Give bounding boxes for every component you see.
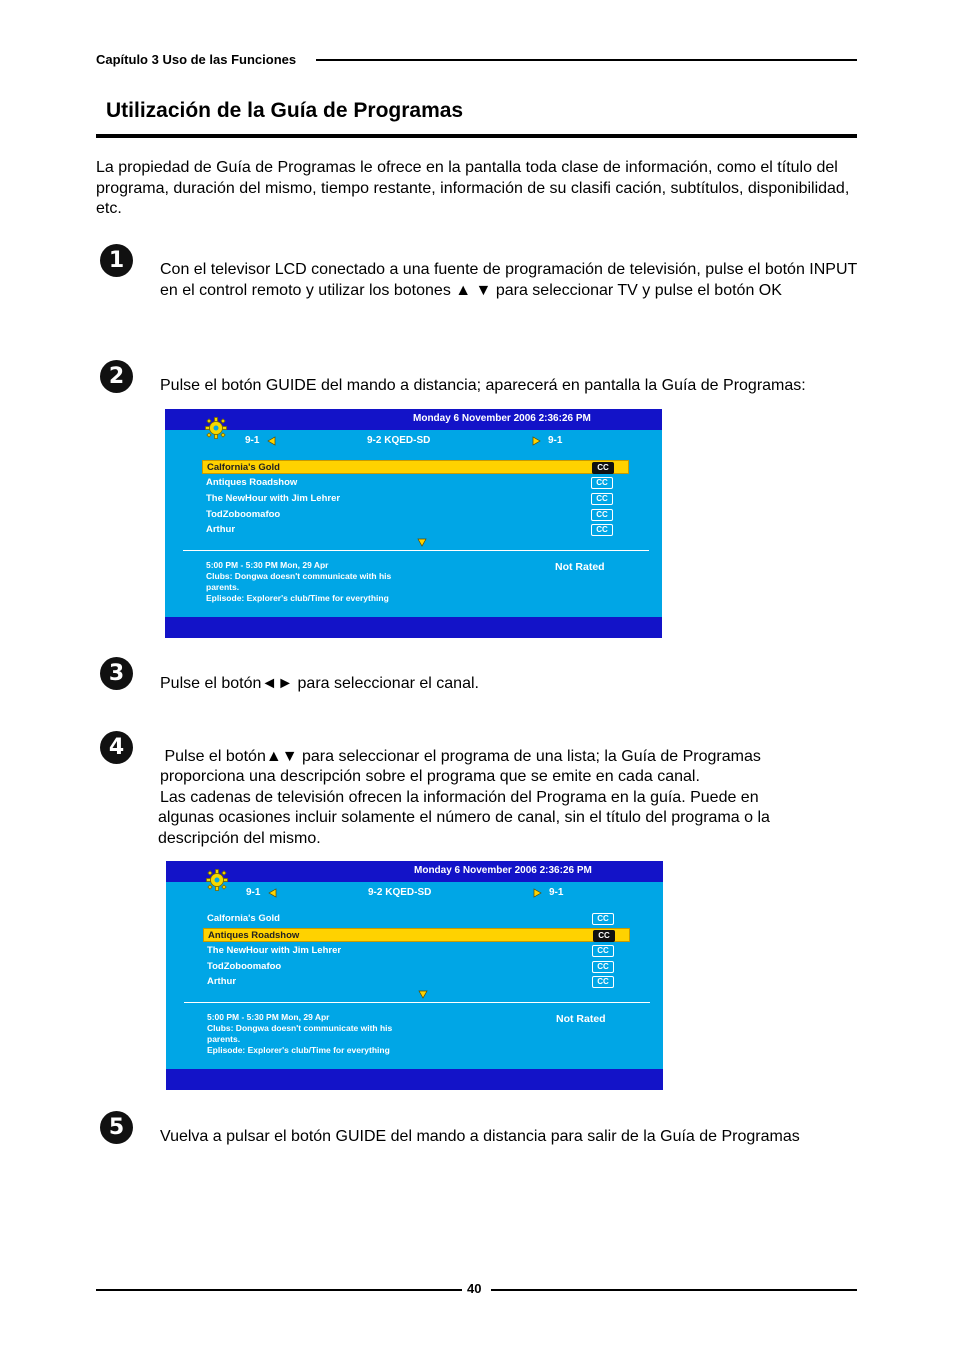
gear-icon — [205, 417, 227, 439]
program-row[interactable] — [202, 476, 629, 490]
cc-badge: CC — [591, 493, 613, 505]
desc-line: Clubs: Dongwa doesn't communicate with his — [207, 1023, 393, 1033]
desc-line: parents. — [206, 582, 240, 592]
program-name: TodZoboomafoo — [207, 961, 282, 972]
step-4-line-2: proporciona una descripción sobre el programa que se emite en cada canal. — [160, 768, 700, 785]
current-channel: 9-2 KQED-SD — [368, 887, 432, 898]
program-row[interactable] — [203, 975, 630, 989]
footer-rule-right — [491, 1289, 857, 1291]
desc-line: Eplisode: Explorer's club/Time for everything — [207, 1045, 390, 1055]
guide-bottom-bar — [165, 617, 662, 638]
arrow-left-icon — [267, 436, 276, 446]
step-4-line-4: algunas ocasiones incluir solamente el número de canal, sin el título del programa o la — [158, 809, 770, 826]
program-name: Arthur — [207, 976, 237, 987]
program-name: Calfornia's Gold — [207, 913, 280, 924]
program-name: The NewHour with Jim Lehrer — [207, 945, 342, 956]
program-row[interactable] — [202, 492, 629, 506]
step-5-number: 5 — [100, 1111, 133, 1144]
step-4-line-3: Las cadenas de televisión ofrecen la información del Programa en la guía. Puede en — [160, 789, 759, 806]
program-guide-screen-2 — [166, 861, 663, 1090]
program-name: The NewHour with Jim Lehrer — [206, 493, 341, 504]
footer-rule-left — [96, 1289, 462, 1291]
next-channel: 9-1 — [549, 887, 564, 898]
gear-icon — [206, 869, 228, 891]
arrow-left-icon — [268, 888, 277, 898]
step-3-number: 3 — [100, 657, 133, 690]
program-guide-screen-1 — [165, 409, 662, 638]
desc-time: 5:00 PM - 5:30 PM Mon, 29 Apr — [206, 560, 329, 570]
desc-line: Clubs: Dongwa doesn't communicate with his — [206, 571, 392, 581]
arrow-right-icon — [532, 436, 541, 446]
step-5-text: Vuelva a pulsar el botón GUIDE del mando a distancia para salir de la Guía de Programas — [160, 1128, 800, 1145]
step-3-text: Pulse el botón◄► para seleccionar el canal. — [160, 675, 479, 692]
intro-paragraph: La propiedad de Guía de Programas le ofrece en la pantalla toda clase de información, como el título del programa, duración del mismo, tiempo restante, información de su clasifi cación, subtítulos, disponibilidad, etc. — [96, 159, 850, 217]
cc-badge: CC — [592, 462, 614, 474]
step-2-text: Pulse el botón GUIDE del mando a distancia; aparecerá en pantalla la Guía de Programas: — [160, 377, 806, 394]
cc-badge: CC — [592, 913, 614, 925]
cc-badge: CC — [591, 524, 613, 536]
program-description — [206, 560, 446, 604]
step-1-text: Con el televisor LCD conectado a una fuente de programación de televisión, pulse el botón INPUT en el control remoto y utilizar los botones ▲ ▼ para seleccionar TV y pulse el botón OK — [160, 261, 858, 299]
program-name: Antiques Roadshow — [206, 477, 298, 488]
program-row[interactable] — [203, 912, 630, 926]
step-4-line-5: descripción del mismo. — [158, 830, 321, 847]
page-title: Utilización de la Guía de Programas — [106, 99, 464, 122]
cc-badge: CC — [591, 477, 613, 489]
cc-badge: CC — [592, 945, 614, 957]
next-channel: 9-1 — [548, 435, 563, 446]
page-number: 40 — [467, 1281, 482, 1296]
program-row[interactable] — [203, 944, 630, 958]
rating-label: Not Rated — [556, 1013, 606, 1025]
program-row[interactable] — [202, 460, 629, 474]
current-channel: 9-2 KQED-SD — [367, 435, 431, 446]
cc-badge: CC — [591, 509, 613, 521]
desc-time: 5:00 PM - 5:30 PM Mon, 29 Apr — [207, 1012, 330, 1022]
program-name: Arthur — [206, 524, 236, 535]
cc-badge: CC — [592, 961, 614, 973]
arrow-down-icon — [417, 538, 427, 547]
guide-divider — [183, 550, 649, 551]
rating-label: Not Rated — [555, 561, 605, 573]
program-row[interactable] — [203, 928, 630, 942]
step-4-line-1: Pulse el botón▲▼ para seleccionar el programa de una lista; la Guía de Programas — [160, 748, 761, 765]
arrow-down-icon — [418, 990, 428, 999]
guide-datetime: Monday 6 November 2006 2:36:26 PM — [413, 413, 591, 424]
program-name: TodZoboomafoo — [206, 509, 281, 520]
program-row[interactable] — [202, 508, 629, 522]
program-name: Calfornia's Gold — [207, 462, 280, 473]
program-row[interactable] — [202, 523, 629, 537]
prev-channel: 9-1 — [246, 887, 261, 898]
step-4-number: 4 — [100, 731, 133, 764]
guide-bottom-bar — [166, 1069, 663, 1090]
prev-channel: 9-1 — [245, 435, 260, 446]
program-name: Antiques Roadshow — [208, 930, 300, 941]
guide-divider — [184, 1002, 650, 1003]
header-rule — [316, 59, 857, 61]
chapter-header: Capítulo 3 Uso de las Funciones — [96, 52, 297, 67]
cc-badge: CC — [593, 930, 615, 942]
cc-badge: CC — [592, 976, 614, 988]
step-2-number: 2 — [100, 360, 133, 393]
desc-line: Eplisode: Explorer's club/Time for everything — [206, 593, 389, 603]
title-rule — [96, 134, 857, 138]
step-1-number: 1 — [100, 244, 133, 277]
program-description — [207, 1012, 447, 1056]
arrow-right-icon — [533, 888, 542, 898]
guide-datetime: Monday 6 November 2006 2:36:26 PM — [414, 865, 592, 876]
desc-line: parents. — [207, 1034, 241, 1044]
program-row[interactable] — [203, 960, 630, 974]
